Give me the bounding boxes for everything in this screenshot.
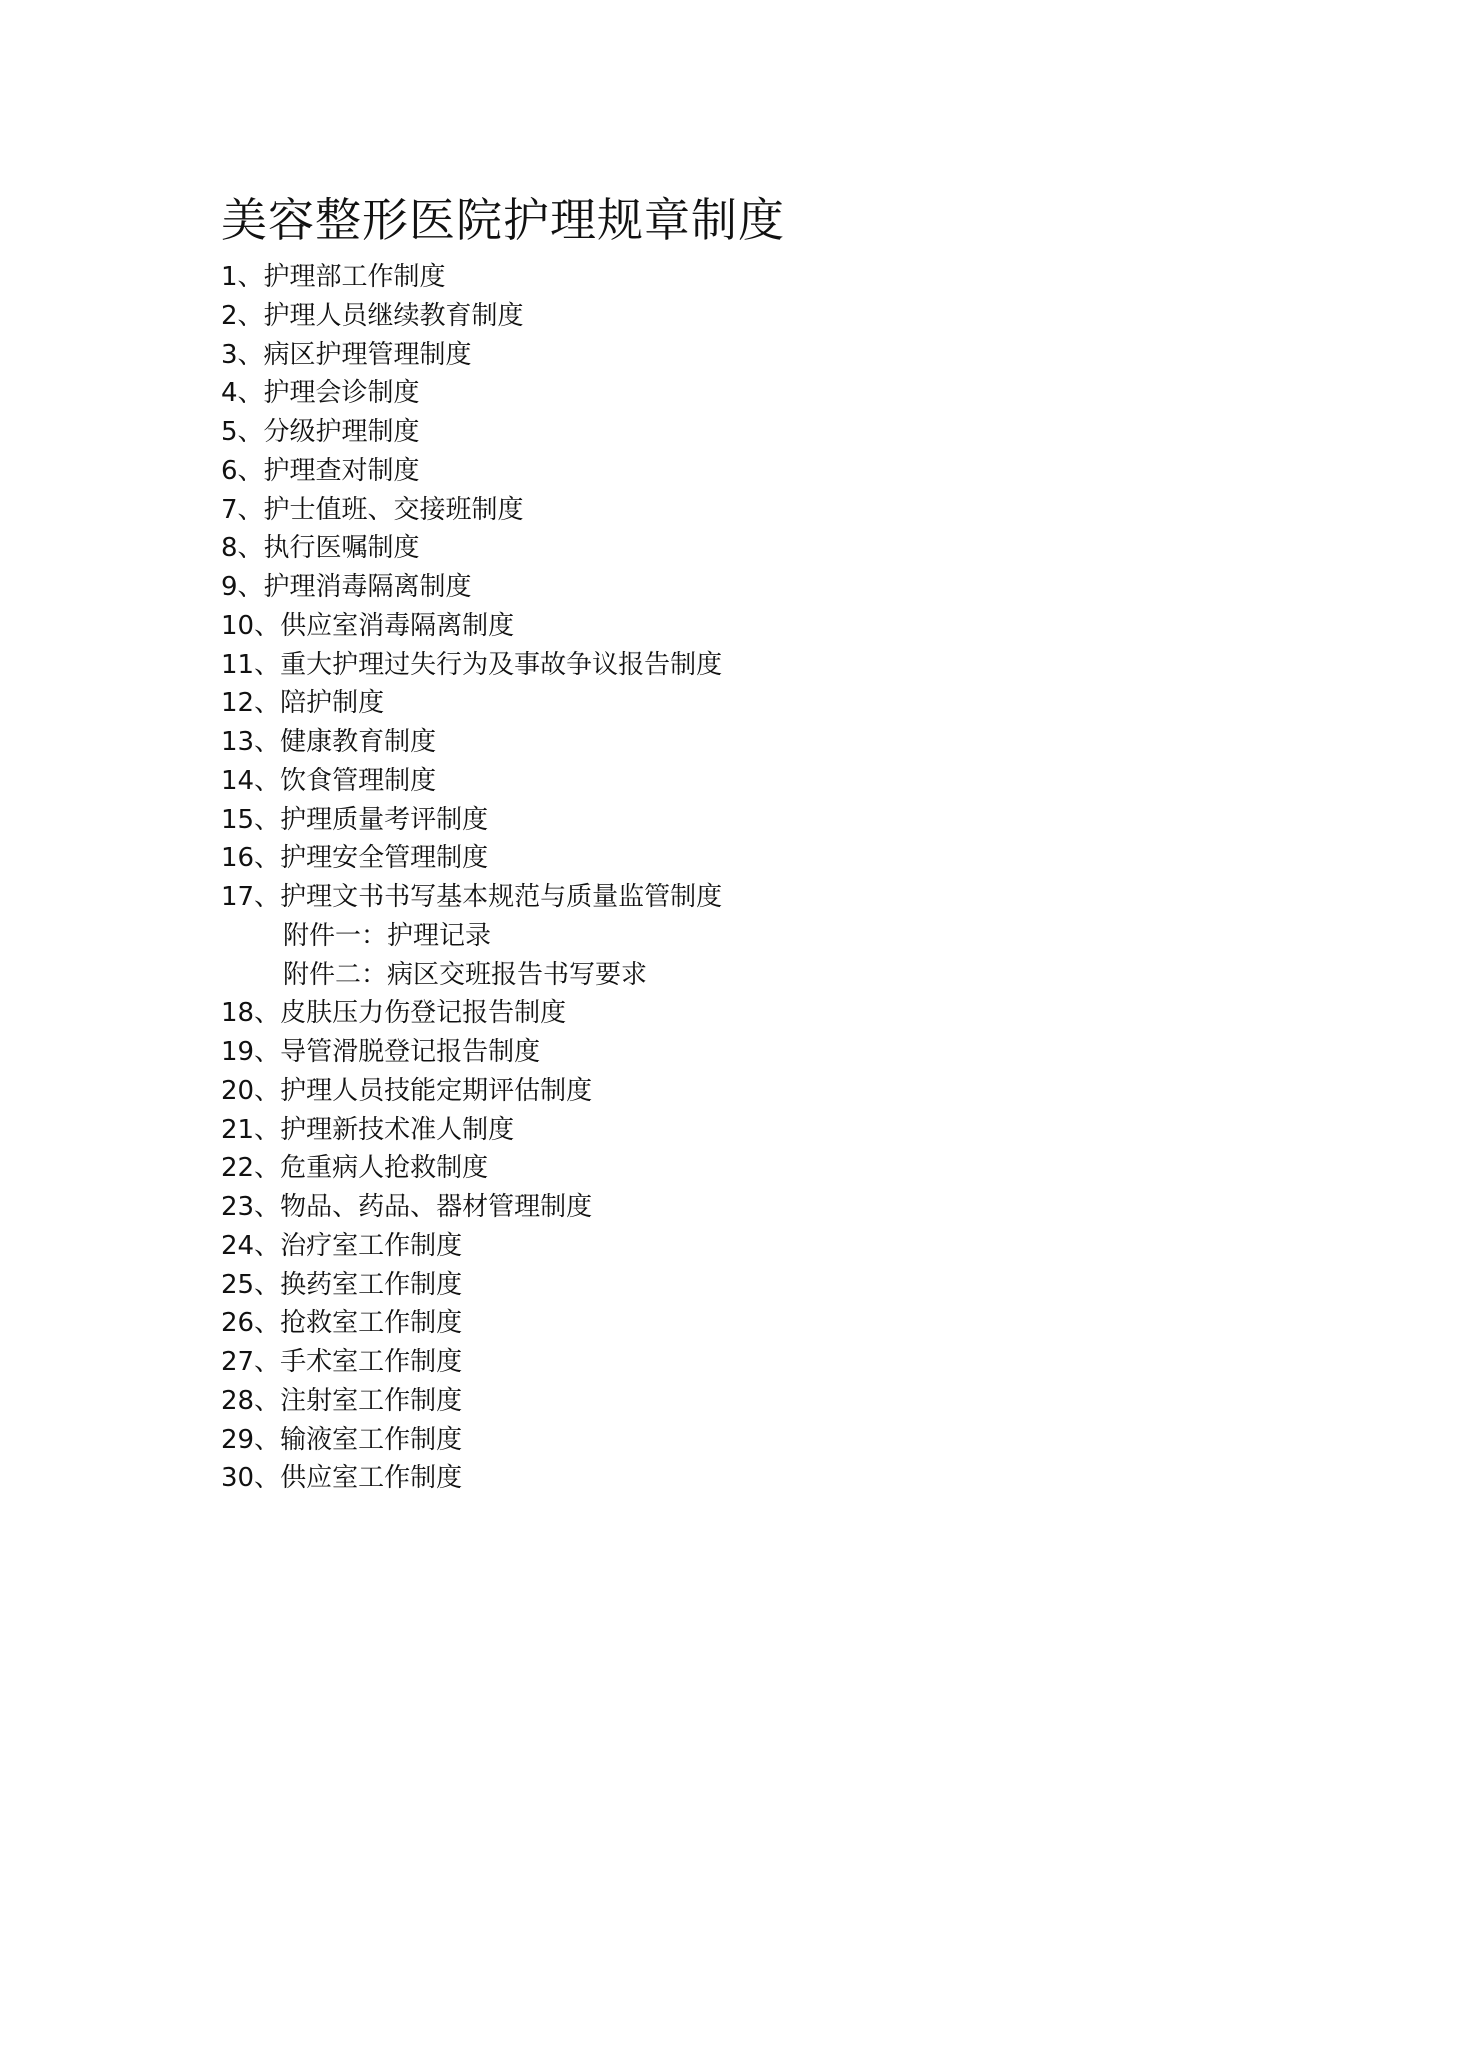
toc-item: 11、重大护理过失行为及事故争议报告制度: [221, 649, 723, 680]
toc-item: 14、饮食管理制度: [221, 765, 437, 796]
toc-item: 13、健康教育制度: [221, 727, 437, 757]
toc-item: 4、护理会诊制度: [221, 378, 420, 409]
toc-item: 10、供应室消毒隔离制度: [221, 610, 515, 641]
toc-item: 23、物品、药品、器材管理制度: [221, 1192, 593, 1222]
toc-item: 2、护理人员继续教育制度: [221, 300, 524, 331]
toc-item: 26、抢救室工作制度: [221, 1308, 463, 1339]
table-of-contents: [221, 258, 722, 1498]
toc-item: 15、护理质量考评制度: [221, 804, 489, 835]
toc-item: 8、执行医嘱制度: [221, 533, 420, 564]
toc-appendix-item: 附件一：护理记录: [283, 920, 492, 951]
document-title: 美容整形医院护理规章制度: [221, 193, 785, 247]
toc-item: 28、注射室工作制度: [221, 1385, 463, 1416]
toc-item: 17、护理文书书写基本规范与质量监管制度: [221, 882, 723, 912]
toc-item: 9、护理消毒隔离制度: [221, 572, 472, 602]
toc-item: 27、手术室工作制度: [221, 1347, 463, 1377]
toc-item: 5、分级护理制度: [221, 417, 420, 447]
toc-item: 20、护理人员技能定期评估制度: [221, 1075, 593, 1106]
toc-item: 16、护理安全管理制度: [221, 843, 489, 874]
toc-item: 19、导管滑脱登记报告制度: [221, 1037, 541, 1067]
toc-item: 1、护理部工作制度: [221, 262, 446, 292]
toc-item: 29、输液室工作制度: [221, 1424, 463, 1455]
toc-item: 25、换药室工作制度: [221, 1269, 463, 1300]
toc-item: 12、陪护制度: [221, 688, 385, 719]
toc-item: 22、危重病人抢救制度: [221, 1153, 489, 1184]
toc-item: 18、皮肤压力伤登记报告制度: [221, 998, 567, 1029]
toc-item: 30、供应室工作制度: [221, 1463, 463, 1494]
toc-item: 21、护理新技术准人制度: [221, 1114, 515, 1145]
toc-item: 24、治疗室工作制度: [221, 1230, 463, 1261]
toc-item: 7、护士值班、交接班制度: [221, 494, 524, 525]
toc-appendix-item: 附件二：病区交班报告书写要求: [283, 959, 648, 990]
toc-item: 3、病区护理管理制度: [221, 339, 472, 370]
toc-item: 6、护理查对制度: [221, 455, 420, 486]
